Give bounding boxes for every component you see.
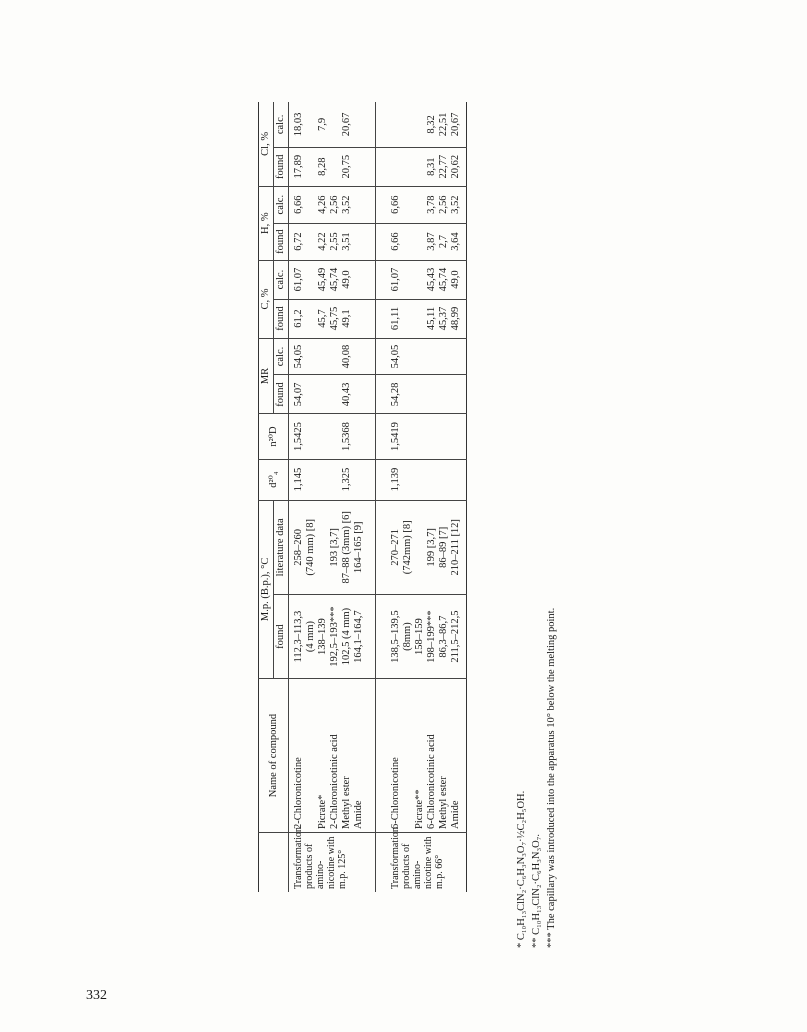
- c-found-value: 48,99: [450, 306, 461, 331]
- c-found-header: found: [274, 299, 289, 338]
- h-found-value: 6,72: [293, 232, 304, 251]
- c-found-value: [402, 303, 414, 335]
- density-value: [426, 463, 438, 497]
- mr-calc-cell: [376, 338, 467, 375]
- density-value: [305, 463, 317, 497]
- mp-lit-value: [414, 504, 426, 591]
- mp-lit-value: 164–165 [9]: [353, 521, 364, 574]
- refraction-value: 1,5425: [293, 422, 304, 451]
- mp-lit-value: 193 [3,7]: [329, 528, 340, 567]
- cl-found-value: [414, 151, 426, 183]
- density-value: [438, 463, 450, 497]
- mr-found-value: [438, 378, 450, 410]
- c-found-value: 61,2: [293, 309, 304, 328]
- name-value: 6-Chloronicotinic acid: [426, 734, 437, 829]
- mr-found-value: 54,07: [293, 382, 304, 407]
- cl-found-value: [305, 151, 317, 183]
- mr-found-header: found: [274, 375, 289, 414]
- refraction-value: 1,5368: [341, 422, 352, 451]
- name-cell: [376, 679, 467, 833]
- mr-found-value: 54,28: [390, 382, 401, 407]
- h-calc-cell: [376, 186, 467, 223]
- mr-found-value: [329, 378, 341, 410]
- mr-found-value: [450, 378, 462, 410]
- h-found-cell: [289, 223, 376, 260]
- refraction-value: [414, 417, 426, 455]
- c-calc-value: [414, 264, 426, 296]
- cl-calc-value: 8,32: [426, 115, 437, 134]
- c-found-value: [353, 303, 365, 335]
- compounds-table: [258, 102, 467, 892]
- mp-lit-value: (740 mm) [8]: [305, 519, 316, 576]
- c-calc-header: calc.: [274, 260, 289, 299]
- c-calc-value: 45,74: [438, 267, 449, 292]
- c-calc-value: 61,07: [390, 267, 401, 292]
- h-found-value: 4,22: [317, 232, 328, 251]
- cl-calc-value: 20,67: [450, 112, 461, 137]
- refraction-header: n²⁰D: [259, 414, 289, 459]
- c-found-value: 45,75: [329, 306, 340, 331]
- h-found-value: [402, 227, 414, 257]
- h-header: H, %: [259, 186, 274, 260]
- cl-found-cell: [289, 147, 376, 186]
- density-header: d²⁰₄: [259, 459, 289, 500]
- c-calc-value: 49,0: [450, 270, 461, 289]
- cl-calc-header: calc.: [274, 102, 289, 147]
- name-value: 6-Chloronicotine: [390, 757, 401, 829]
- c-found-value: 45,37: [438, 306, 449, 331]
- cl-calc-value: 7,9: [317, 117, 328, 131]
- footnote-1: * C₁₀H₁₃ClN₂·C₆H₃N₃O₇·½C₂H₅OH.: [516, 790, 527, 948]
- name-value: Picrate**: [414, 789, 425, 829]
- refraction-value: [329, 417, 341, 455]
- table-row: [376, 102, 467, 892]
- mp-lit-header: literature data: [274, 500, 289, 594]
- density-value: [402, 463, 414, 497]
- mp-lit-cell: [289, 500, 376, 594]
- c-found-cell: [289, 299, 376, 338]
- h-calc-value: 4,26: [317, 195, 328, 214]
- cl-found-value: 20,75: [341, 154, 352, 179]
- mr-calc-value: 54,05: [293, 344, 304, 369]
- name-value: [305, 682, 317, 829]
- group-label: Transformation products of amino-nicotine with m.p. 66°: [376, 833, 467, 893]
- name-value: 2-Chloronicotine: [293, 757, 304, 829]
- mr-calc-value: 54,05: [390, 344, 401, 369]
- density-value: [317, 463, 329, 497]
- mp-found-value: 138–139: [317, 618, 328, 655]
- mr-found-value: [305, 378, 317, 410]
- cl-found-value: [390, 151, 402, 183]
- c-calc-value: [402, 264, 414, 296]
- cl-found-cell: [376, 147, 467, 186]
- refraction-value: [353, 417, 365, 455]
- mr-header: MR: [259, 338, 274, 414]
- h-calc-value: 2,56: [329, 195, 340, 214]
- name-value: [402, 682, 414, 829]
- h-calc-value: [305, 190, 317, 220]
- cl-calc-value: [414, 105, 426, 144]
- mp-found-value: 198–199***: [426, 610, 437, 663]
- density-value: [329, 463, 341, 497]
- mr-calc-value: [426, 342, 438, 372]
- h-found-cell: [376, 223, 467, 260]
- density-value: 1,325: [341, 467, 352, 492]
- mr-calc-cell: [289, 338, 376, 375]
- mp-found-cell: [376, 595, 467, 679]
- c-found-value: 45,7: [317, 309, 328, 328]
- mp-found-value: (4 mm): [305, 620, 316, 653]
- cl-calc-value: [402, 105, 414, 144]
- name-header: Name of compound: [259, 679, 289, 833]
- cl-found-value: [329, 151, 341, 183]
- mr-calc-value: [329, 342, 341, 372]
- refraction-value: 1,5419: [390, 422, 401, 451]
- h-calc-value: 3,52: [341, 195, 352, 214]
- density-value: [450, 463, 462, 497]
- cl-calc-value: 22,51: [438, 112, 449, 137]
- cl-found-value: [353, 151, 365, 183]
- refraction-cell: [376, 414, 467, 459]
- c-calc-value: [305, 264, 317, 296]
- h-found-value: [353, 227, 365, 257]
- c-found-value: 45,11: [426, 306, 437, 331]
- c-found-cell: [376, 299, 467, 338]
- mr-found-cell: [376, 375, 467, 414]
- mr-calc-value: [414, 342, 426, 372]
- mr-found-value: 40,43: [341, 382, 352, 407]
- mr-calc-value: 40,08: [341, 344, 352, 369]
- h-calc-value: 6,66: [293, 195, 304, 214]
- density-value: [414, 463, 426, 497]
- cl-calc-value: [329, 105, 341, 144]
- mp-lit-value: 86–89 [7]: [438, 526, 449, 568]
- mr-calc-value: [402, 342, 414, 372]
- mp-found-cell: [289, 595, 376, 679]
- cl-header: Cl, %: [259, 102, 274, 186]
- name-value: Methyl ester: [438, 776, 449, 829]
- name-value: 2-Chloronicotinic acid: [329, 734, 340, 829]
- h-found-value: 3,64: [450, 232, 461, 251]
- h-calc-value: 3,52: [450, 195, 461, 214]
- footnotes: [514, 118, 594, 948]
- mr-found-cell: [289, 375, 376, 414]
- rotated-table-wrapper: [258, 102, 510, 892]
- mp-header: M.p. (B.p.), °C: [259, 500, 274, 679]
- group-header: [259, 833, 289, 893]
- mr-calc-value: [353, 342, 365, 372]
- mp-found-value: 192,5–193***: [329, 606, 340, 667]
- name-value: Amide: [353, 800, 364, 829]
- h-found-value: [414, 227, 426, 257]
- refraction-value: [402, 417, 414, 455]
- h-found-value: [305, 227, 317, 257]
- cl-found-value: 8,28: [317, 157, 328, 176]
- h-found-value: 6,66: [390, 232, 401, 251]
- mp-lit-value: 270–271: [390, 528, 401, 566]
- cl-calc-value: [305, 105, 317, 144]
- mp-found-header: found: [274, 595, 289, 679]
- refraction-value: [438, 417, 450, 455]
- mr-found-value: [317, 378, 329, 410]
- cl-calc-value: 18,03: [293, 112, 304, 137]
- mr-calc-value: [305, 342, 317, 372]
- cl-calc-value: 20,67: [341, 112, 352, 137]
- cl-calc-cell: [289, 102, 376, 147]
- cl-found-value: [402, 151, 414, 183]
- mp-lit-value: 210–211 [12]: [450, 519, 461, 576]
- mr-calc-header: calc.: [274, 338, 289, 375]
- c-calc-value: 45,49: [317, 267, 328, 292]
- name-value: Amide: [450, 800, 461, 829]
- mp-lit-value: 258–260: [293, 528, 304, 566]
- c-calc-value: 61,07: [293, 267, 304, 292]
- c-calc-value: 45,43: [426, 267, 437, 292]
- c-calc-value: 49,0: [341, 270, 352, 289]
- mr-calc-value: [317, 342, 329, 372]
- mp-lit-value: [317, 504, 329, 591]
- density-value: 1,139: [390, 467, 401, 492]
- name-value: Picrate*: [317, 794, 328, 829]
- density-value: [353, 463, 365, 497]
- mp-found-value: 138,5–139,5: [390, 610, 401, 663]
- c-found-value: [414, 303, 426, 335]
- h-calc-value: 2,56: [438, 195, 449, 214]
- cl-found-value: 8,31: [426, 157, 437, 176]
- h-calc-value: 3,78: [426, 195, 437, 214]
- h-calc-value: [414, 190, 426, 220]
- c-found-value: [305, 303, 317, 335]
- mp-lit-value: 87–88 (3mm) [6]: [341, 511, 352, 584]
- table-row: [289, 102, 376, 892]
- c-calc-value: [353, 264, 365, 296]
- cl-found-value: 22,77: [438, 154, 449, 179]
- mr-found-value: [402, 378, 414, 410]
- c-header: C, %: [259, 260, 274, 338]
- cl-calc-value: [353, 105, 365, 144]
- mp-lit-cell: [376, 500, 467, 594]
- mp-found-value: 211,5–212,5: [450, 610, 461, 663]
- refraction-value: [317, 417, 329, 455]
- name-cell: [289, 679, 376, 833]
- page-number: 332: [86, 988, 107, 1003]
- mp-found-value: 112,3–113,3: [293, 610, 304, 663]
- h-found-value: 3,87: [426, 232, 437, 251]
- density-value: 1,145: [293, 467, 304, 492]
- c-found-value: 61,11: [390, 306, 401, 331]
- mp-lit-value: (742mm) [8]: [402, 520, 413, 575]
- c-found-value: 49,1: [341, 309, 352, 328]
- c-calc-value: 45,74: [329, 267, 340, 292]
- mr-calc-value: [438, 342, 450, 372]
- mr-found-value: [414, 378, 426, 410]
- footnote-2: ** C₁₀H₁₃ClN₂·C₆H₃N₃O₇.: [531, 833, 542, 948]
- h-calc-value: 6,66: [390, 195, 401, 214]
- c-calc-cell: [376, 260, 467, 299]
- h-found-value: 2,7: [438, 235, 449, 249]
- cl-found-header: found: [274, 147, 289, 186]
- mp-found-value: 164,1–164,7: [353, 610, 364, 663]
- name-value: Methyl ester: [341, 776, 352, 829]
- cl-calc-value: [390, 105, 402, 144]
- mp-found-value: 158–159: [414, 618, 425, 655]
- refraction-value: [426, 417, 438, 455]
- h-calc-value: [402, 190, 414, 220]
- footnote-3: *** The capillary was introduced into the apparatus 10° below the melting point.: [546, 607, 557, 948]
- h-found-value: 3,51: [341, 232, 352, 251]
- mp-found-value: 102,5 (4 mm): [341, 607, 352, 666]
- refraction-value: [450, 417, 462, 455]
- h-calc-header: calc.: [274, 186, 289, 223]
- mp-found-value: (8mm): [402, 622, 413, 651]
- mp-lit-value: 199 [3,7]: [426, 528, 437, 567]
- mr-found-value: [353, 378, 365, 410]
- cl-found-value: 17,89: [293, 154, 304, 179]
- h-calc-cell: [289, 186, 376, 223]
- group-label: Transformation products of amino-nicotine with m.p. 125°: [293, 827, 348, 889]
- density-cell: [289, 459, 376, 500]
- h-found-header: found: [274, 223, 289, 260]
- refraction-cell: [289, 414, 376, 459]
- cl-calc-cell: [376, 102, 467, 147]
- mr-calc-value: [450, 342, 462, 372]
- h-found-value: 2,55: [329, 232, 340, 251]
- h-calc-value: [353, 190, 365, 220]
- refraction-value: [305, 417, 317, 455]
- mp-found-value: 86,3–86,7: [438, 615, 449, 658]
- density-cell: [376, 459, 467, 500]
- mr-found-value: [426, 378, 438, 410]
- cl-found-value: 20,62: [450, 154, 461, 179]
- c-calc-cell: [289, 260, 376, 299]
